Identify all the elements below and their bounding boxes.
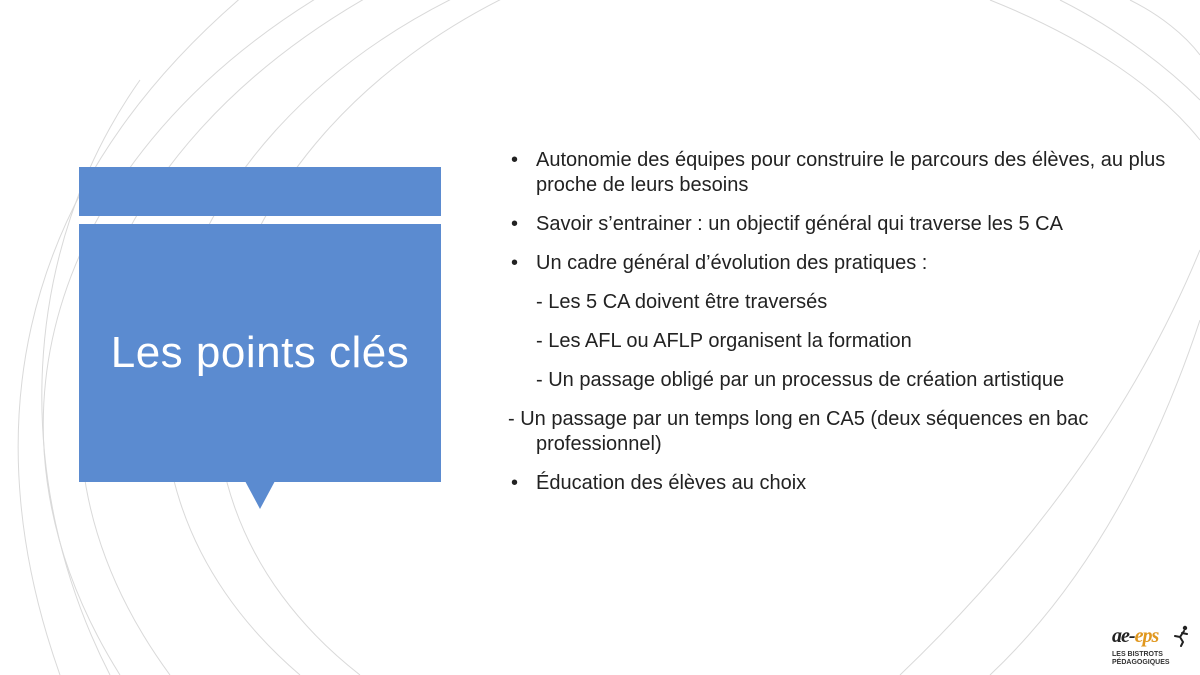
runner-icon: [1172, 625, 1190, 647]
list-item: [508, 212, 1168, 237]
list-item-text: Savoir s’entrainer : un objectif général qui traverse les 5 CA: [536, 213, 1063, 235]
title-box-pointer: [245, 481, 275, 509]
sub-list-item: [508, 329, 1168, 354]
logo-wordmark: ae-eps: [1112, 625, 1159, 647]
sub-list-item-text: - Un passage obligé par un processus de création artistique: [536, 369, 1065, 391]
list-item-text: Un cadre général d’évolution des pratiques :: [536, 252, 928, 274]
aeeps-logo: [1112, 625, 1192, 669]
logo-wordmark-b: eps: [1134, 625, 1159, 647]
bullet-marker: •: [511, 213, 519, 235]
list-item-text: Autonomie des équipes pour construire le parcours des élèves, au plus proche de leurs besoins: [536, 149, 1166, 196]
list-item-text: Éducation des élèves au choix: [536, 472, 807, 494]
header-accent-bar: [79, 167, 441, 216]
bullet-marker: •: [511, 252, 519, 274]
dash-list-item: [508, 407, 1168, 457]
logo-subtitle-a: LES BISTROTS: [1112, 651, 1163, 658]
list-item: [508, 251, 1168, 276]
bullet-marker: •: [511, 472, 519, 494]
sub-list-item-text: - Les 5 CA doivent être traversés: [536, 291, 828, 313]
slide-title: Les points clés: [110, 328, 410, 377]
bullet-marker: •: [511, 149, 519, 171]
list-item: [508, 148, 1168, 198]
content-list: [508, 148, 1168, 510]
logo-wordmark-a: ae: [1112, 625, 1129, 647]
title-box: [79, 224, 441, 482]
sub-list-item: [508, 368, 1168, 393]
dash-list-item-text: - Un passage par un temps long en CA5 (deux séquences en bac professionnel): [508, 408, 1089, 455]
logo-subtitle-b: PÉDAGOGIQUES: [1112, 659, 1170, 666]
list-item: [508, 471, 1168, 496]
sub-list-item: [508, 290, 1168, 315]
sub-list-item-text: - Les AFL ou AFLP organisent la formation: [536, 330, 912, 352]
